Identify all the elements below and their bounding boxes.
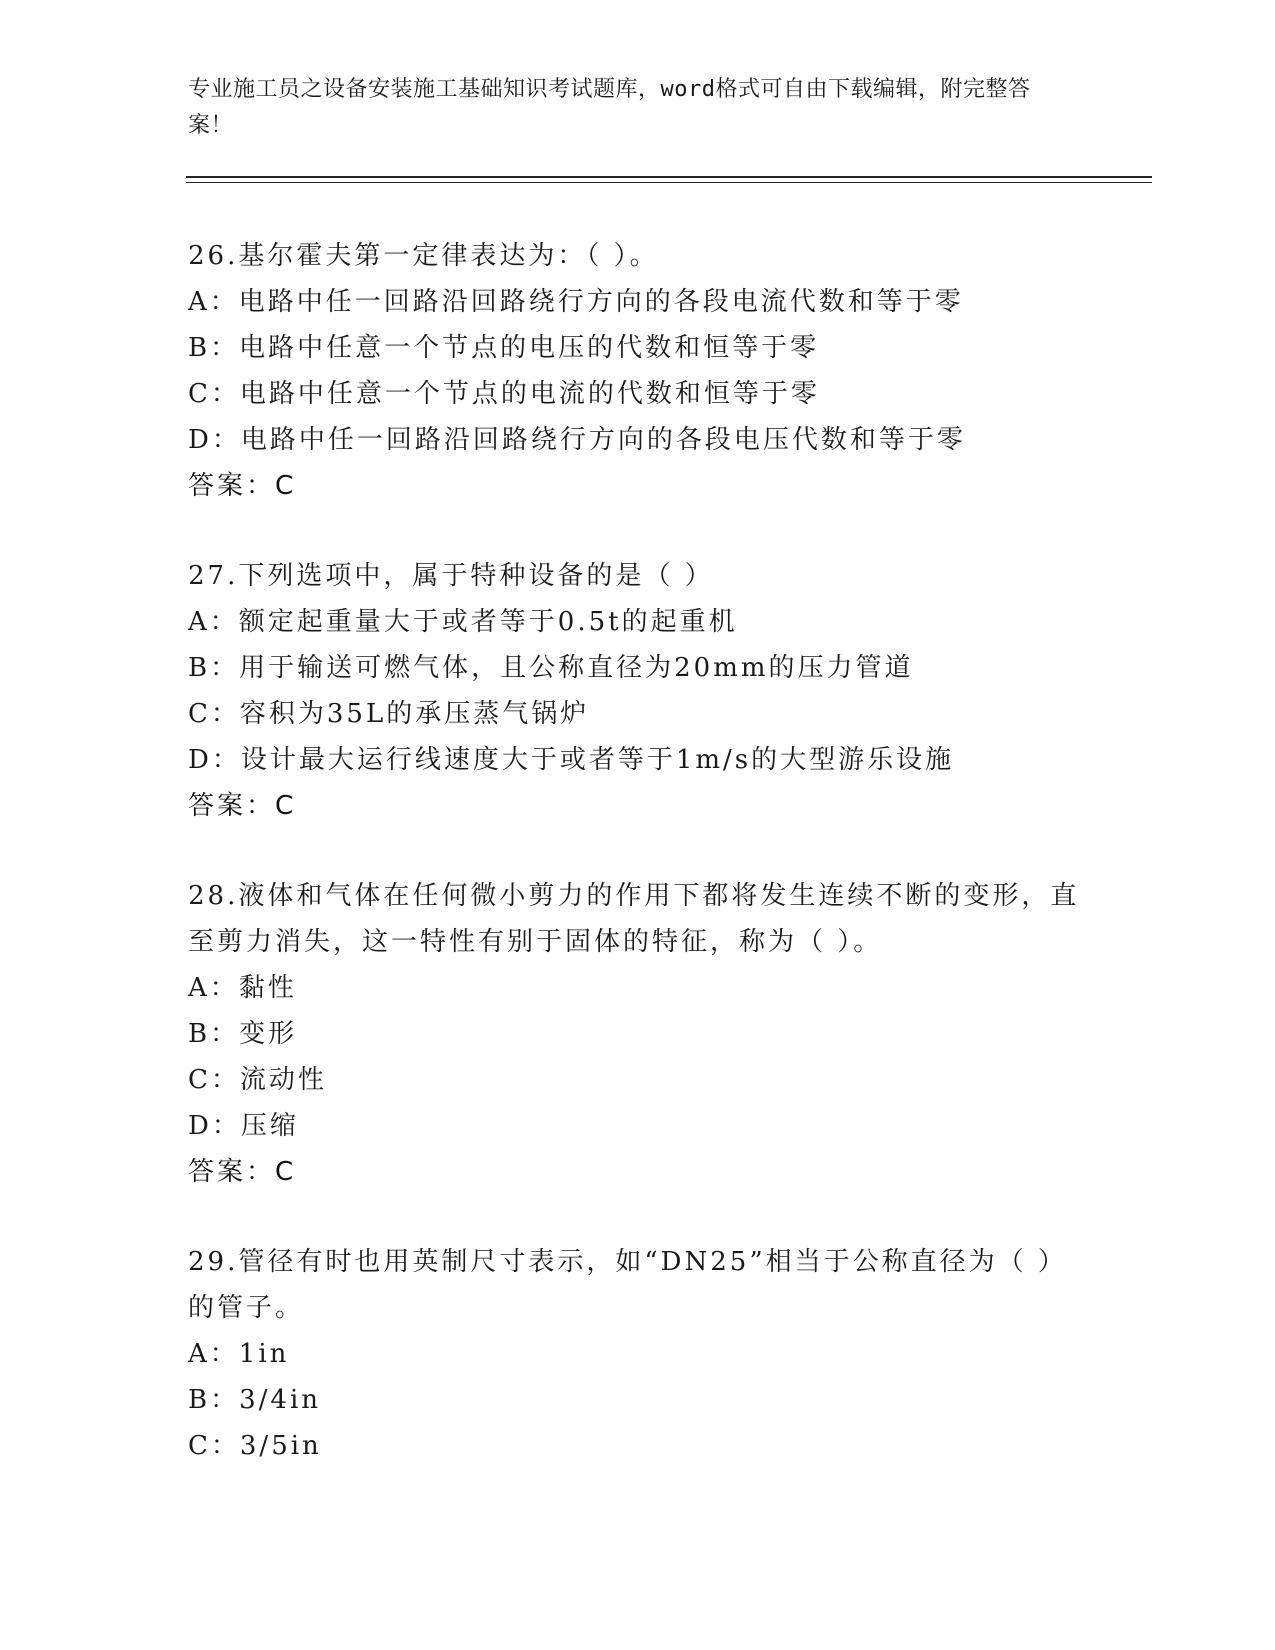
document-header: 专业施工员之设备安装施工基础知识考试题库，word格式可自由下载编辑，附完整答案！ (188, 77, 1031, 138)
option-b: B：3/4in (188, 1385, 322, 1415)
answer: 答案：C (188, 1157, 297, 1187)
option-c: C：3/5in (188, 1431, 322, 1461)
question-stem: 29.管径有时也用英制尺寸表示，如“DN25”相当于公称直径为（ ）的管子。 (188, 1247, 1067, 1323)
option-c: C：电路中任意一个节点的电流的代数和恒等于零 (188, 379, 820, 409)
option-d: D：电路中任一回路沿回路绕行方向的各段电压代数和等于零 (188, 425, 966, 455)
option-b: B：电路中任意一个节点的电压的代数和恒等于零 (188, 333, 820, 363)
question-stem: 27.下列选项中，属于特种设备的是（ ） (188, 561, 714, 591)
header-divider (186, 176, 1152, 183)
answer: 答案：C (188, 471, 297, 501)
question-26 (188, 233, 1108, 509)
question-29 (188, 1239, 1108, 1469)
option-c: C：容积为35L的承压蒸气锅炉 (188, 699, 590, 729)
question-stem: 28.液体和气体在任何微小剪力的作用下都将发生连续不断的变形，直至剪力消失，这一特性有别于固体的特征，称为（ ）。 (188, 881, 1080, 957)
option-a: A：电路中任一回路沿回路绕行方向的各段电流代数和等于零 (188, 287, 964, 317)
option-b: B：变形 (188, 1019, 298, 1049)
option-a: A：1in (188, 1339, 290, 1369)
option-b: B：用于输送可燃气体，且公称直径为20mm的压力管道 (188, 653, 914, 683)
question-27 (188, 553, 1108, 829)
option-d: D：压缩 (188, 1111, 299, 1141)
question-28 (188, 873, 1108, 1195)
question-list (188, 233, 1108, 1513)
option-a: A：额定起重量大于或者等于0.5t的起重机 (188, 607, 738, 637)
option-a: A：黏性 (188, 973, 297, 1003)
option-d: D：设计最大运行线速度大于或者等于1m/s的大型游乐设施 (188, 745, 955, 775)
option-c: C：流动性 (188, 1065, 327, 1095)
question-stem: 26.基尔霍夫第一定律表达为：（ ）。 (188, 241, 659, 271)
answer: 答案：C (188, 791, 297, 821)
